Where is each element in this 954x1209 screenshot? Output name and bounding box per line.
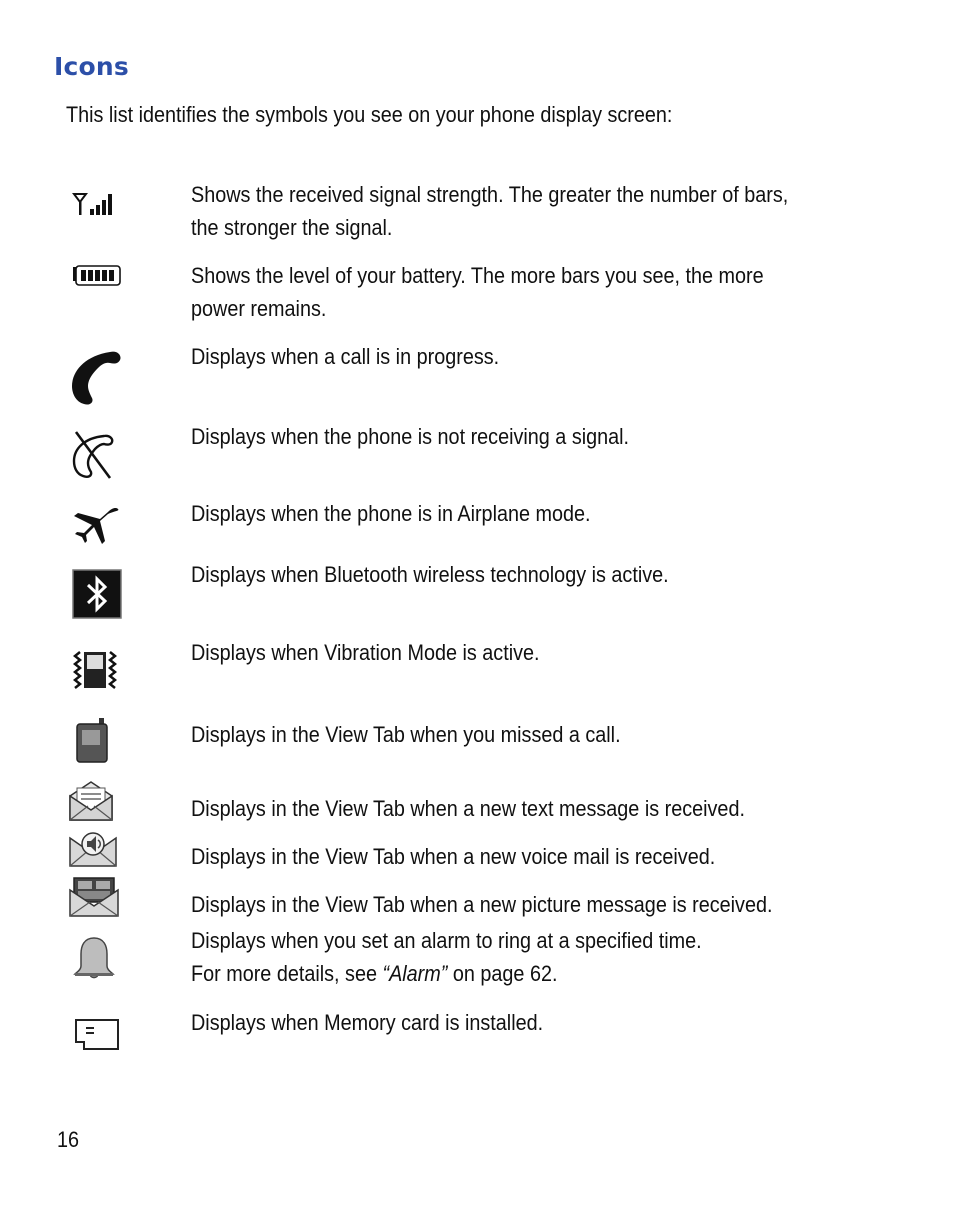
description-line: Shows the received signal strength. The greater the number of bars, (191, 182, 789, 207)
page-heading: Icons (54, 52, 129, 81)
icon-description (191, 840, 715, 873)
bluetooth-icon (72, 569, 122, 619)
reference-prefix: For more details, see (191, 961, 383, 986)
icon-description (191, 924, 702, 990)
missed-call-icon (74, 718, 110, 764)
voice-mail-icon (68, 830, 118, 868)
picture-message-icon (68, 876, 120, 918)
signal-strength-icon (72, 192, 122, 218)
memory-card-icon (74, 1018, 122, 1052)
description-line: Displays in the View Tab when you missed a call. (191, 722, 621, 747)
description-line: Displays when you set an alarm to ring at a specified time. (191, 928, 702, 953)
text-message-icon (68, 780, 114, 822)
icon-description (191, 558, 669, 591)
airplane-icon (70, 505, 122, 545)
alarm-reference-link[interactable]: “Alarm” (382, 961, 448, 986)
icon-description (191, 178, 788, 244)
cross-reference-line (191, 957, 702, 990)
description-line: Displays when the phone is in Airplane mode. (191, 501, 591, 526)
icon-description (191, 259, 764, 325)
icon-description (191, 636, 540, 669)
description-line: Displays in the View Tab when a new text message is received. (191, 796, 745, 821)
icon-description (191, 718, 621, 751)
vibration-icon (70, 646, 120, 692)
battery-icon (72, 265, 124, 287)
alarm-bell-icon (72, 936, 116, 982)
description-line: Displays when Vibration Mode is active. (191, 640, 540, 665)
icon-description (191, 497, 591, 530)
icon-description (191, 1006, 543, 1039)
call-in-progress-icon (70, 350, 124, 406)
reference-suffix: on page 62. (447, 961, 558, 986)
description-line: Displays in the View Tab when a new voice mail is received. (191, 844, 716, 869)
description-line: Displays when Memory card is installed. (191, 1010, 544, 1035)
icon-description (191, 888, 772, 921)
description-line: Displays when a call is in progress. (191, 344, 500, 369)
page-number: 16 (57, 1127, 80, 1152)
description-line: Displays when Bluetooth wireless technology is active. (191, 562, 669, 587)
description-line: Displays in the View Tab when a new picture message is received. (191, 892, 773, 917)
description-line: power remains. (191, 296, 327, 321)
no-signal-icon (70, 430, 118, 480)
description-line: the stronger the signal. (191, 215, 393, 240)
intro-text: This list identifies the symbols you see on your phone display screen: (66, 102, 673, 127)
description-line: Shows the level of your battery. The more bars you see, the more (191, 263, 764, 288)
icon-description (191, 420, 629, 453)
icon-description (191, 792, 745, 825)
description-line: Displays when the phone is not receiving a signal. (191, 424, 630, 449)
icon-description (191, 340, 499, 373)
